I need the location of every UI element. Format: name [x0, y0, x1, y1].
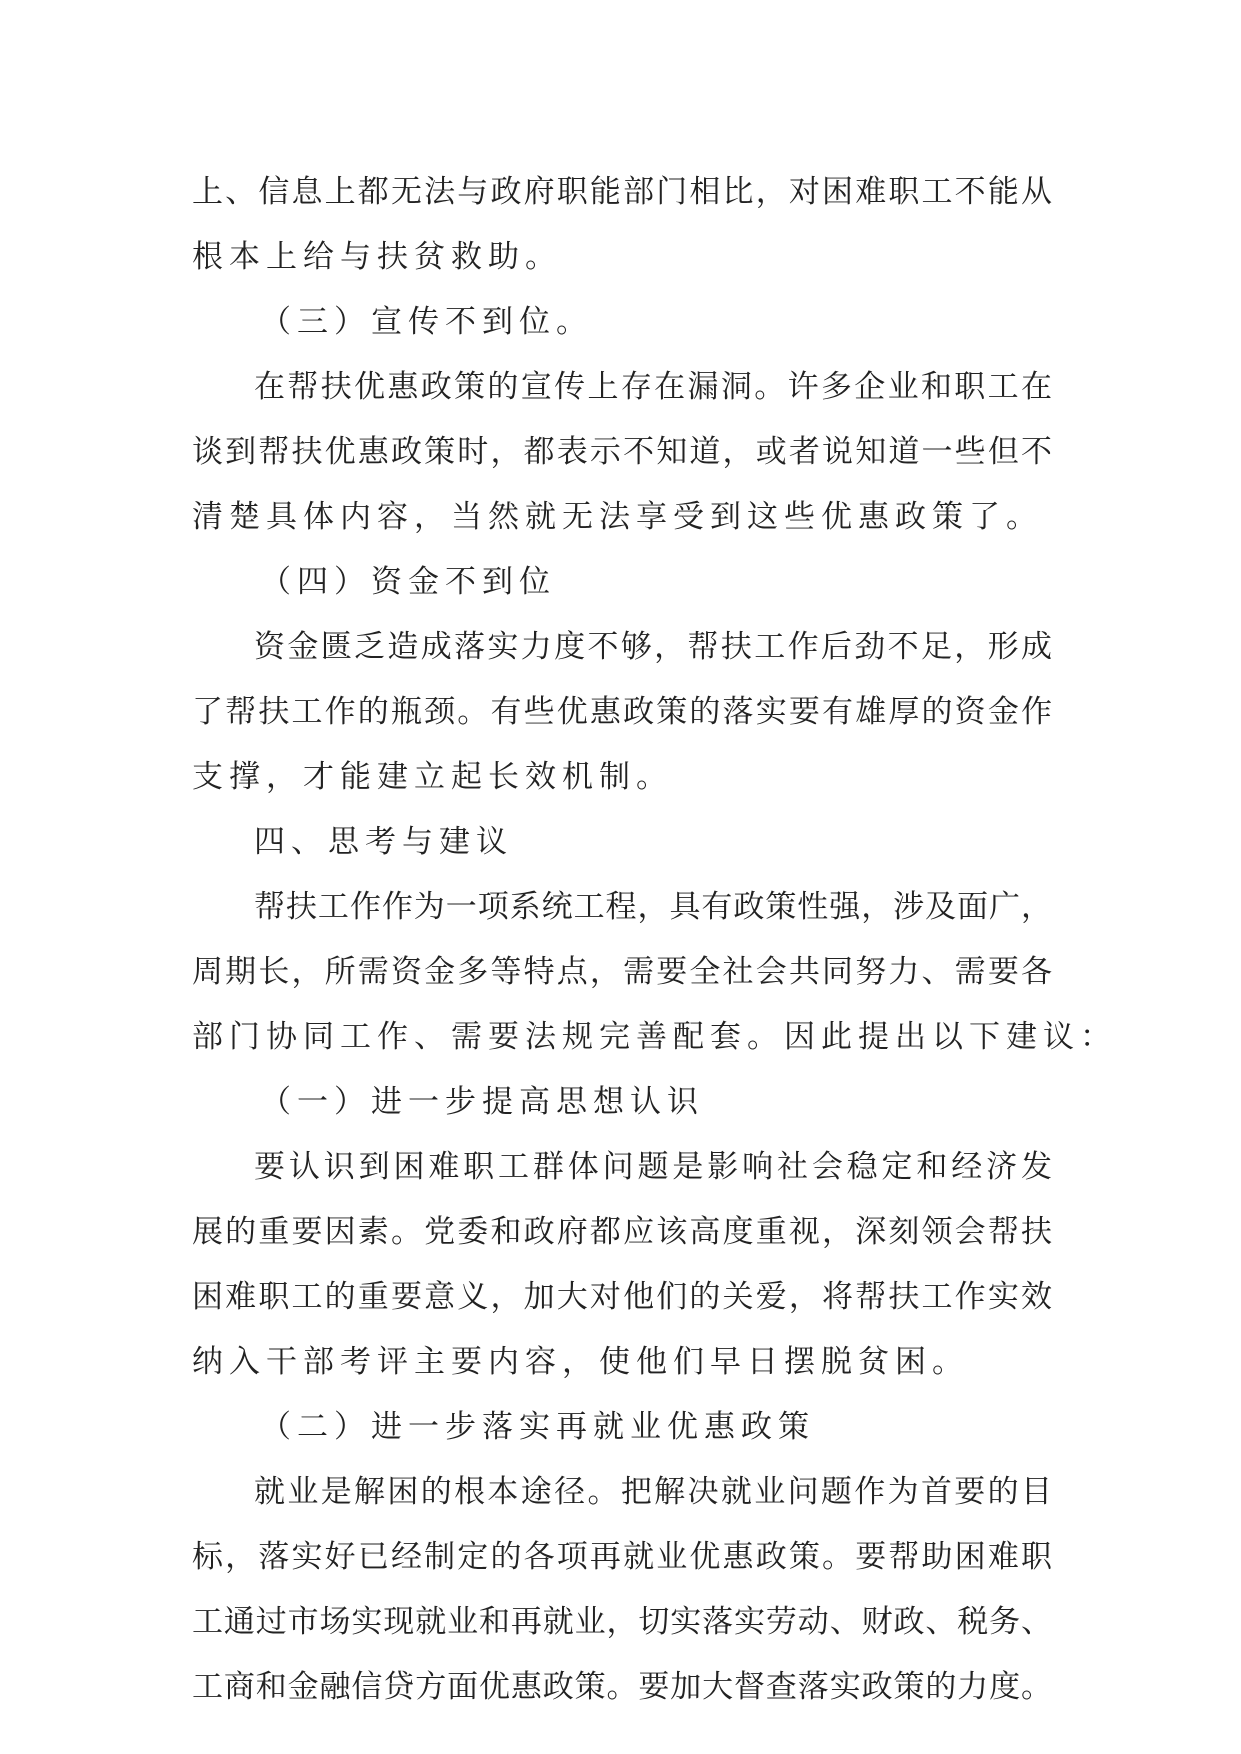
paragraph-line: 清楚具体内容，当然就无法享受到这些优惠政策了。 — [192, 499, 1043, 535]
section-heading: （二）进一步落实再就业优惠政策 — [260, 1409, 815, 1445]
paragraph-line: 上、信息上都无法与政府职能部门相比，对困难职工不能从 — [192, 174, 1052, 210]
paragraph-line: 支撑，才能建立起长效机制。 — [192, 759, 673, 795]
section-heading: （一）进一步提高思想认识 — [260, 1084, 704, 1120]
paragraph-line: 部门协同工作、需要法规完善配套。因此提出以下建议： — [192, 1019, 1117, 1055]
paragraph-line: 了帮扶工作的瓶颈。有些优惠政策的落实要有雄厚的资金作 — [192, 694, 1052, 730]
document-body — [192, 160, 1117, 1720]
paragraph-line: 帮扶工作作为一项系统工程，具有政策性强，涉及面广， — [254, 889, 1052, 925]
paragraph-line: 就业是解困的根本途径。把解决就业问题作为首要的目 — [254, 1474, 1052, 1510]
paragraph-line: 纳入干部考评主要内容，使他们早日摆脱贫困。 — [192, 1344, 969, 1380]
paragraph-line: 工通过市场实现就业和再就业，切实落实劳动、财政、税务、 — [192, 1604, 1052, 1640]
section-heading: （四）资金不到位 — [260, 564, 556, 600]
paragraph-line: 周期长，所需资金多等特点，需要全社会共同努力、需要各 — [192, 954, 1052, 990]
paragraph-line: 工商和金融信贷方面优惠政策。要加大督查落实政策的力度。 — [192, 1669, 1052, 1705]
paragraph-line: 在帮扶优惠政策的宣传上存在漏洞。许多企业和职工在 — [254, 369, 1052, 405]
paragraph-line: 标，落实好已经制定的各项再就业优惠政策。要帮助困难职 — [192, 1539, 1052, 1575]
paragraph-line: 根本上给与扶贫救助。 — [192, 239, 562, 275]
paragraph-line: 展的重要因素。党委和政府都应该高度重视，深刻领会帮扶 — [192, 1214, 1052, 1250]
section-heading: 四、思考与建议 — [254, 824, 513, 860]
paragraph-line: 谈到帮扶优惠政策时，都表示不知道，或者说知道一些但不 — [192, 434, 1052, 470]
paragraph-line: 资金匮乏造成落实力度不够，帮扶工作后劲不足，形成 — [254, 629, 1052, 665]
paragraph-line: 要认识到困难职工群体问题是影响社会稳定和经济发 — [254, 1149, 1052, 1185]
paragraph-line: 困难职工的重要意义，加大对他们的关爱，将帮扶工作实效 — [192, 1279, 1052, 1315]
section-heading: （三）宣传不到位。 — [260, 304, 593, 340]
